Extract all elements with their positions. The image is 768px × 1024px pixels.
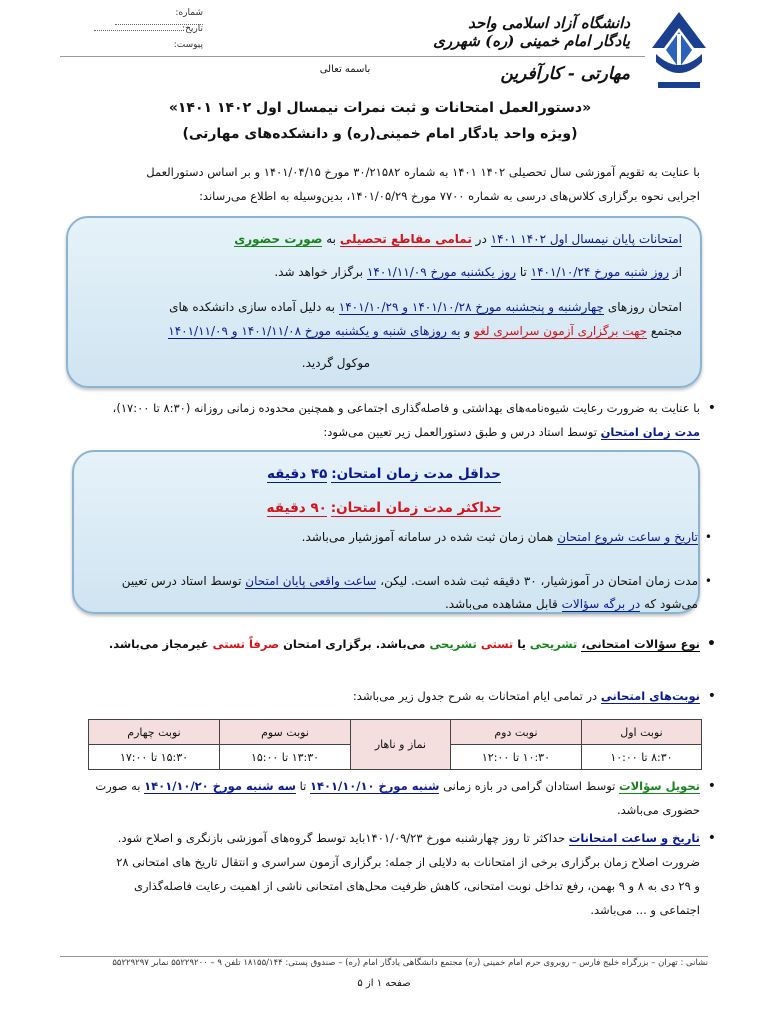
bullet4-line-1: • تحویل سؤالات توسط استادان گرامی در بازه زمانی شنبه مورخ ۱۴۰۱/۱۰/۱۰ تا سه شنبه مورخ ۱۴۰۱/۱۰/۲۰ به صورت xyxy=(60,774,700,798)
intro-line-2: اجرایی نحوه برگزاری کلاس‌های درسی به شماره ۷۷۰۰ مورخ ۱۴۰۱/۰۵/۲۹، بدین‌وسیله به اطلاع می‌رساند: xyxy=(199,189,700,203)
table-header-cell: نوبت دوم xyxy=(450,720,581,745)
table-header-cell: نوبت چهارم xyxy=(89,720,220,745)
header-divider xyxy=(60,56,645,57)
table-cell: ۱۳:۳۰ تا ۱۵:۰۰ xyxy=(220,745,351,770)
footer-divider xyxy=(60,956,708,957)
bullet5-line-2: ضرورت اصلاح زمان برگزاری برخی از امتحانات به دلایلی از جمله: برگزاری آزمون سراسری و انتقال تاریخ های امتحانی ۲۸ xyxy=(116,855,700,869)
intro-line-1: با عنایت به تقویم آموزشی سال تحصیلی ۱۴۰۲ ۱۴۰۱ به شماره ۳۰/۲۱۵۸۲ مورخ ۱۴۰۱/۰۴/۱۵ و بر اساس دستورالعمل xyxy=(146,165,700,179)
exam-duration-box xyxy=(72,450,700,614)
table-header-cell: نوبت سوم xyxy=(220,720,351,745)
intro-paragraph xyxy=(60,160,700,208)
bullet-exam-dates xyxy=(56,826,700,850)
bullet1-line-2: مدت زمان امتحان توسط استاد درس و طبق دستورالعمل زیر تعیین می‌شود: xyxy=(323,425,700,439)
box1-line-4: مجتمع جهت برگزاری آزمون سراسری لغو و به روزهای شنبه و یکشنبه مورخ ۱۴۰۱/۱۱/۰۸ و ۱۴۰۱/۱۱/۰۹ xyxy=(168,324,682,338)
bullet-exam-duration xyxy=(60,396,700,444)
box1-line-1: امتحانات پایان نیمسال اول ۱۴۰۲ ۱۴۰۱ در تمامی مقاطع تحصیلی به صورت حضوری xyxy=(234,232,682,246)
table-cell: ۱۰:۳۰ تا ۱۲:۰۰ xyxy=(450,745,581,770)
table-cell: ۸:۳۰ تا ۱۰:۰۰ xyxy=(581,745,701,770)
university-logo xyxy=(648,8,710,94)
meta-number: شماره: xyxy=(88,8,203,28)
footer-address: نشانی : تهران – بزرگراه خلیج فارس – روبروی حرم امام خمینی (ره) مجتمع دانشگاهی یادگار امام (ره) – صندوق پستی: ۱۸۱۵۵/۱۴۴ تلفن ۹ – ۵۵۲۲۹۲۰۰ نمابر ۵۵۲۲۹۲۹۷ xyxy=(112,958,708,968)
meta-attachment: پیوست: xyxy=(88,40,203,60)
min-duration: حداقل مدت زمان امتحان: ۴۵ دقیقه xyxy=(266,466,501,482)
table-header-row xyxy=(89,720,702,745)
bullet4-line-2: حضوری می‌باشد. xyxy=(616,803,700,817)
bullet5-line-4: اجتماعی و ... می‌باشد. xyxy=(590,903,700,917)
table-header-cell: نوبت اول xyxy=(581,720,701,745)
box2-bullet-start-time: • تاریخ و ساعت شروع امتحان همان زمان ثبت شده در سامانه آموزشیار می‌باشد. xyxy=(88,530,712,544)
meta-date: تاریخ: xyxy=(88,24,203,34)
slogan: مهارتی - کارآفرین xyxy=(500,64,630,84)
page-number: صفحه ۱ از ۵ xyxy=(357,978,411,989)
box2-bullet-end-time: • مدت زمان امتحان در آموزشیار، ۳۰ دقیقه ثبت شده است. لیکن، ساعت واقعی پایان امتحان توسط استاد درس تعیین می‌شود که در برگه سؤالات قابل مشاهده می‌باشد. xyxy=(88,570,712,616)
bullet-question-type: • نوع سؤالات امتحانی، تشریحی یا تستی تشریحی می‌باشد. برگزاری امتحان صرفاً تستی غیرمجاز می‌باشد. xyxy=(60,632,700,656)
box1-line-2: از روز شنبه مورخ ۱۴۰۱/۱۰/۲۴ تا روز یکشنبه مورخ ۱۴۰۱/۱۱/۰۹ برگزار خواهد شد. xyxy=(274,265,682,279)
bullet-question-delivery xyxy=(60,774,700,822)
document-title: «دستورالعمل امتحانات و ثبت نمرات نیمسال اول ۱۴۰۲ ۱۴۰۱» xyxy=(168,100,592,116)
bullet5-line-1: • تاریخ و ساعت امتحانات حداکثر تا روز چهارشنبه مورخ ۱۴۰۱/۰۹/۲۳باید توسط گروه‌های آموزشی بازنگری و اصلاح شود. xyxy=(56,826,700,850)
exam-schedule-box xyxy=(66,216,702,388)
bullet5-line-3: و ۲۹ دی به ۸ و ۹ بهمن، رفع تداخل نوبت امتحانی، کاهش ظرفیت محل‌های امتحانی ناشی از اهمیت رعایت فاصله‌گذاری xyxy=(133,879,700,893)
basmala: باسمه تعالی xyxy=(319,64,371,75)
bullet-exam-sessions: • نوبت‌های امتحانی در تمامی ایام امتحانات به شرح جدول زیر می‌باشد: xyxy=(60,684,700,708)
box1-line-5: موکول گردید. xyxy=(301,356,370,370)
table-break-cell: نماز و ناهار xyxy=(350,720,450,770)
max-duration: حداکثر مدت زمان امتحان: ۹۰ دقیقه xyxy=(266,500,502,516)
table-cell: ۱۵:۳۰ تا ۱۷:۰۰ xyxy=(89,745,220,770)
exam-sessions-table xyxy=(88,719,702,770)
university-name: دانشگاه آزاد اسلامی واحد یادگار امام خمینی (ره) شهرری xyxy=(433,14,630,50)
bullet1-line-1: • با عنایت به ضرورت رعایت شیوه‌نامه‌های بهداشتی و فاصله‌گذاری اجتماعی و همچنین محدوده زمانی روزانه (۸:۳۰ تا ۱۷:۰۰)، xyxy=(60,396,700,420)
bullet5-continuation xyxy=(56,850,700,922)
document-subtitle: (ویژه واحد یادگار امام خمینی(ره) و دانشکده‌های مهارتی) xyxy=(182,126,578,142)
box1-line-3: امتحان روزهای چهارشنبه و پنجشنبه مورخ ۱۴۰۱/۱۰/۲۸ و ۱۴۰۱/۱۰/۲۹ به دلیل آماده سازی دانشکده های xyxy=(169,300,682,314)
